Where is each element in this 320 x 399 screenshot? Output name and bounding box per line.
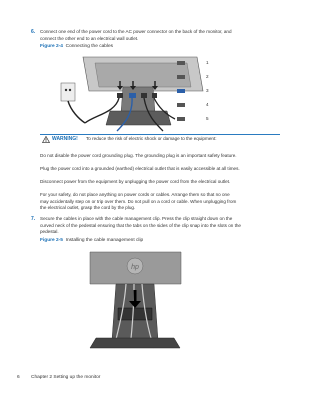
figure-caption	[40, 44, 113, 49]
step-text-line: Secure the cables in place with the cable management clip. Press the clip straight down on the	[40, 216, 233, 221]
callout-number: 1	[206, 60, 209, 65]
chapter-title: Chapter 2 Setting up the monitor	[31, 375, 101, 380]
paragraph: Plug the power cord into a grounded (earthed) electrical outlet that is easily accessible at all times.	[40, 166, 240, 171]
page-number: 6	[17, 375, 20, 380]
paragraph: the electrical outlet, grasp the cord by the plug.	[40, 205, 136, 210]
figure-title: Connecting the cables	[65, 44, 114, 49]
warning-box	[40, 134, 280, 144]
step-text-line: Connect one end of the power cord to the AC power connector on the back of the monitor, and	[40, 29, 232, 34]
paragraph: Do not disable the power cord grounding plug. The grounding plug is an important safety feature.	[40, 153, 237, 158]
figure-title: Installing the cable management clip	[65, 238, 144, 243]
figure-label: Figure 2-4	[40, 44, 63, 49]
figure-label: Figure 2-5	[40, 238, 63, 243]
callout-number: 4	[206, 102, 209, 107]
figure-caption	[40, 238, 143, 243]
cable-clip-illustration	[88, 250, 183, 350]
step-text-line: pedestal.	[40, 229, 59, 234]
warning-label: WARNING!	[52, 136, 78, 142]
callout-number: 5	[206, 116, 209, 121]
paragraph: may accidentally step on or trip over them. Do not pull on a cord or cable. When unplugging from	[40, 198, 237, 204]
paragraph: Disconnect power from the equipment by unplugging the power cord from the electrical outlet.	[40, 179, 231, 184]
step-number: 7.	[31, 216, 36, 222]
connecting-cables-illustration	[55, 53, 205, 133]
step-text-line: curved neck of the pedestal ensuring that the tabs on the sides of the clip snap into the slots on the	[40, 222, 241, 228]
paragraph: For your safety, do not place anything on power cords or cables. Arrange them so that no one	[40, 192, 230, 197]
step-text-line: connect the other end to an electrical wall outlet.	[40, 35, 139, 41]
warning-text: To reduce the risk of electric shock or damage to the equipment:	[86, 136, 217, 141]
warning-icon	[42, 136, 50, 143]
callout-number: 2	[206, 74, 209, 79]
callout-number: 3	[206, 88, 209, 93]
svg-text:hp: hp	[131, 264, 139, 271]
step-number: 6.	[31, 29, 36, 35]
